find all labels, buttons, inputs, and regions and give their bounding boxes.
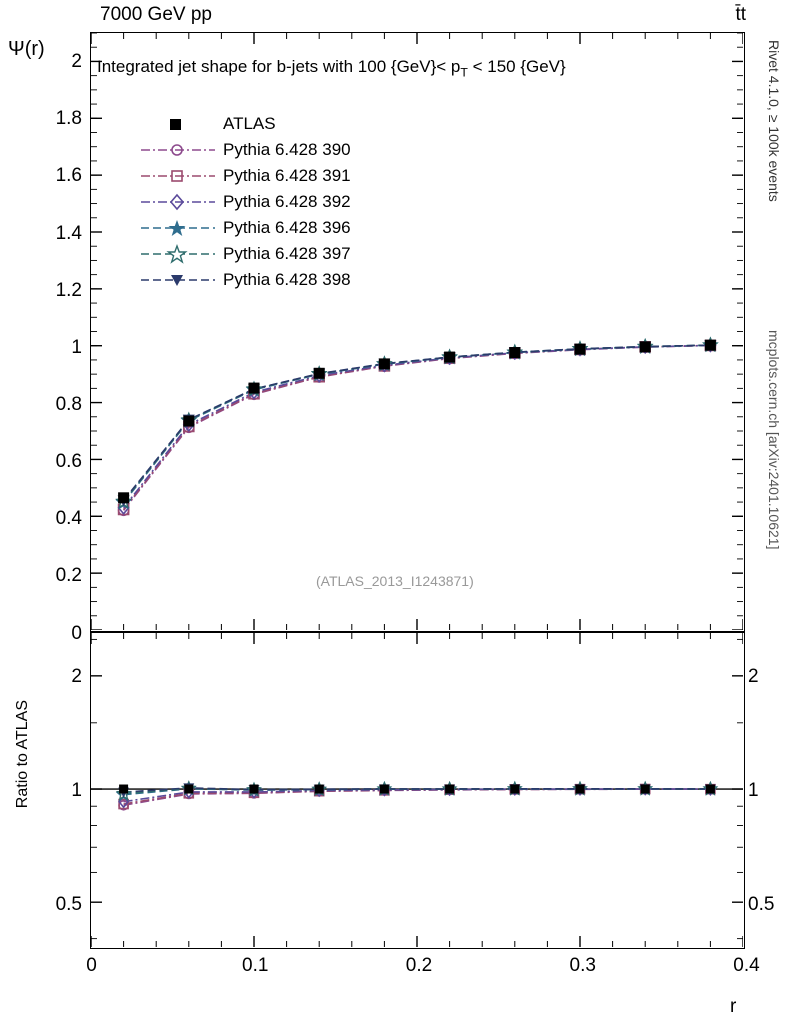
ratio-y-tick-label-right: 2: [748, 665, 759, 687]
legend-key-2: [139, 163, 217, 189]
plot-title-subscript: T: [460, 65, 468, 80]
legend: [139, 111, 351, 293]
y-axis-ticks-ratio-right: [748, 632, 786, 949]
legend-label-0: ATLAS: [223, 114, 276, 133]
legend-label-5: Pythia 6.428 397: [223, 244, 351, 263]
x-tick-label: 0.3: [569, 955, 596, 976]
ratio-plot-area: [91, 633, 744, 948]
x-tick-label: 0.2: [405, 955, 433, 976]
ratio-plot-panel: [90, 632, 745, 949]
y-tick-label: 2: [71, 51, 82, 73]
legend-key-4: [139, 215, 217, 241]
ratio-y-tick-label: 2: [71, 665, 82, 687]
y-axis-ticks-main: [0, 32, 82, 644]
ratio-plot-svg: [91, 633, 743, 947]
y-tick-label: 1.2: [55, 279, 82, 301]
legend-label-2: Pythia 6.428 391: [223, 166, 351, 185]
legend-item[interactable]: [139, 189, 351, 215]
legend-marker-triangle-down: [139, 267, 217, 293]
plot-title-tail: < 150 {GeV}: [467, 57, 566, 76]
legend-item[interactable]: [139, 215, 351, 241]
y-axis-ticks-ratio: [0, 632, 82, 949]
ratio-y-tick-label: 1: [71, 780, 82, 801]
legend-marker-diamond: [139, 189, 217, 215]
legend-marker-star-open: [139, 241, 217, 267]
x-tick-label: 0: [86, 955, 97, 976]
ratio-y-tick-label-right: 0.5: [748, 894, 775, 916]
y-tick-label: 0.4: [55, 508, 82, 530]
plot-title-text: Integrated jet shape for b-jets with 100 {GeV}< p: [97, 57, 461, 76]
x-axis-ticks: [86, 955, 760, 983]
legend-marker-square: [139, 111, 217, 137]
y-tick-label: 1: [71, 336, 82, 358]
legend-key-0: [139, 111, 217, 137]
legend-item[interactable]: [139, 241, 351, 267]
main-plot-panel: [90, 32, 745, 632]
legend-item[interactable]: [139, 163, 351, 189]
legend-label-6: Pythia 6.428 398: [223, 270, 351, 289]
legend-item[interactable]: [139, 267, 351, 293]
legend-key-3: [139, 189, 217, 215]
y-tick-label: 1.6: [55, 165, 82, 187]
ratio-y-tick-label-right: 1: [748, 780, 759, 801]
y-tick-label: 0.8: [55, 393, 82, 415]
legend-label-3: Pythia 6.428 392: [223, 192, 351, 211]
y-tick-label: 0.2: [55, 565, 82, 587]
ratio-y-tick-label: 0.5: [55, 894, 82, 916]
beam-energy-label: 7000 GeV pp: [100, 4, 212, 25]
legend-key-1: [139, 137, 217, 163]
legend-marker-square-open: [139, 163, 217, 189]
y-tick-label: 1.4: [55, 222, 82, 244]
legend-marker-star-solid: [139, 215, 217, 241]
plot-title: [97, 57, 566, 79]
source-caption: mcplots.cern.ch [arXiv:2401.10621]: [766, 330, 782, 550]
generator-caption: Rivet 4.1.0, ≥ 100k events: [766, 40, 782, 202]
legend-item[interactable]: [139, 111, 351, 137]
legend-label-1: Pythia 6.428 390: [223, 140, 351, 159]
x-tick-label: 0.4: [733, 955, 760, 976]
y-axis-title-ratio: Ratio to ATLAS: [14, 700, 31, 809]
legend-marker-circle: [139, 137, 217, 163]
y-tick-label: 0.6: [55, 451, 82, 473]
legend-item[interactable]: [139, 137, 351, 163]
legend-label-4: Pythia 6.428 396: [223, 218, 351, 237]
process-label: t̄t: [735, 4, 746, 25]
y-tick-label: 0: [71, 622, 82, 644]
x-axis-title: r: [730, 996, 737, 1017]
y-axis-title-main: Ψ(r): [8, 38, 45, 60]
legend-key-6: [139, 267, 217, 293]
y-tick-label: 1.8: [55, 108, 82, 130]
analysis-id-watermark: (ATLAS_2013_I1243871): [316, 573, 474, 589]
legend-key-5: [139, 241, 217, 267]
x-tick-label: 0.1: [242, 955, 269, 976]
